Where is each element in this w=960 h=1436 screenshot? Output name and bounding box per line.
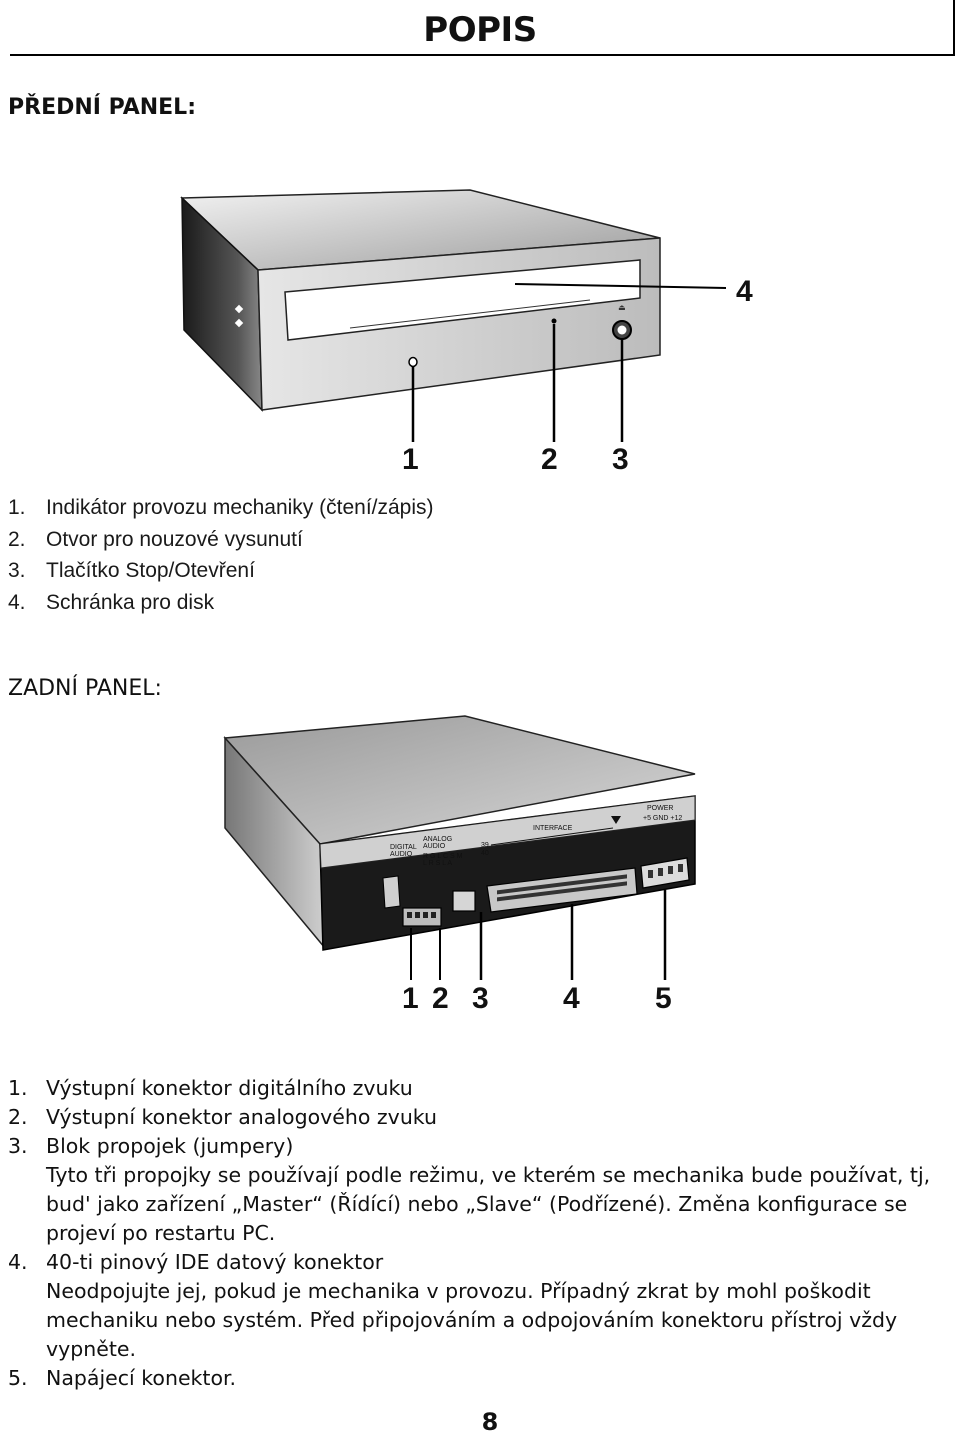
list-item: 3. Tlačítko Stop/Otevření — [8, 559, 255, 582]
list-item: 1. Výstupní konektor digitálního zvuku — [8, 1076, 413, 1100]
rear-callout-4: 4 — [563, 982, 580, 1015]
power-pins-label: +5 GND +12 — [643, 815, 683, 822]
rear-callout-1: 1 — [402, 982, 419, 1015]
list-item: 4. 40-ti pinový IDE datový konektor Neodpojujte jej, pokud je mechanika v provozu. Případný zkrat by mohl poškodit mechaniku nebo systém. Před připojováním a odpojováním konektoru přístroj vždy vypněte. — [8, 1248, 943, 1364]
analog-audio-label: ANALOG — [423, 836, 453, 843]
front-callout-2: 2 — [541, 443, 558, 476]
jumper-labels-row1: R G L C S M — [423, 853, 463, 860]
list-item: 1. Indikátor provozu mechaniky (čtení/zápis) — [8, 496, 434, 519]
page-number: 8 — [481, 1408, 499, 1436]
activity-led-icon — [409, 358, 417, 367]
analog-audio-label-2: AUDIO — [423, 843, 446, 850]
list-item: 3. Blok propojek (jumpery) Tyto tři propojky se používají podle režimu, ve kterém se mechanika bude používat, tj, bud' jako zařízení „Master“ (Řídící) nebo „Slave“ (Podřízené). Změna konfigurace se projeví po restartu PC. — [8, 1132, 943, 1248]
front-callout-3: 3 — [612, 443, 629, 476]
header-vertical-rule — [953, 0, 955, 56]
front-callout-1: 1 — [402, 443, 419, 476]
front-panel-diagram — [170, 180, 790, 480]
page-title: POPIS — [423, 10, 537, 50]
svg-text:⏏: ⏏ — [618, 303, 626, 312]
item-description: Tyto tři propojky se používají podle režimu, ve kterém se mechanika bude používat, tj, bud' jako zařízení „Master“ (Řídící) nebo „Slave“ (Podřízené). Změna konfigurace se projeví po restartu PC. — [46, 1163, 931, 1245]
digital-audio-label-2: AUDIO — [390, 851, 413, 858]
rear-callout-3: 3 — [472, 982, 489, 1015]
jumper-block — [453, 891, 475, 911]
pin-39-label: 39 — [481, 842, 489, 849]
front-panel-heading: PŘEDNÍ PANEL: — [8, 95, 196, 120]
header-rule — [10, 54, 955, 56]
rear-callout-5: 5 — [655, 982, 672, 1015]
item-description: Neodpojujte jej, pokud je mechanika v provozu. Případný zkrat by mohl poškodit mechaniku nebo systém. Před připojováním a odpojováním konektoru přístroj vždy vypněte. — [46, 1279, 898, 1361]
pin-40-label: 40 — [481, 850, 489, 857]
digital-audio-connector — [383, 876, 400, 908]
rear-panel-diagram — [215, 708, 715, 998]
list-item: 2. Výstupní konektor analogového zvuku — [8, 1105, 438, 1129]
rear-callout-2: 2 — [432, 982, 449, 1015]
list-item: 2. Otvor pro nouzové vysunutí — [8, 527, 303, 551]
front-panel-list — [8, 496, 434, 622]
interface-label: INTERFACE — [533, 825, 573, 832]
list-item: 5. Napájecí konektor. — [8, 1366, 237, 1390]
jumper-labels-row2: L R S L A — [423, 860, 453, 867]
rear-panel-list — [8, 1074, 943, 1393]
rear-panel-heading: ZADNÍ PANEL: — [8, 676, 162, 701]
list-item: 4. Schránka pro disk — [8, 590, 215, 614]
emergency-eject-hole-icon — [552, 319, 557, 324]
digital-audio-label: DIGITAL — [390, 844, 417, 851]
front-callout-4: 4 — [736, 275, 753, 308]
power-label: POWER — [647, 805, 674, 812]
